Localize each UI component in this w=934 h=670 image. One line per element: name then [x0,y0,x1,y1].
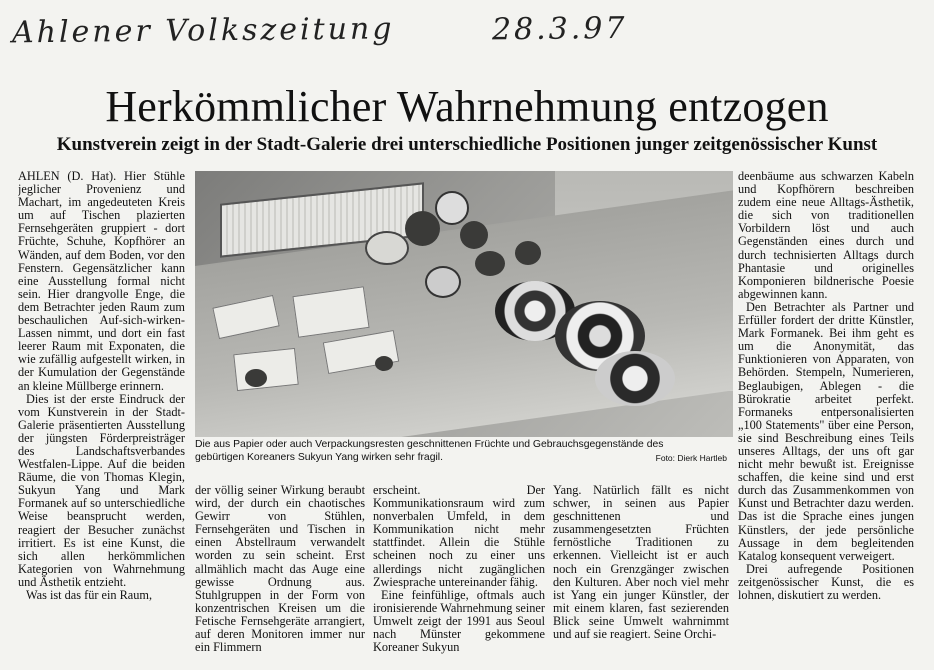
handwritten-note [12,3,652,60]
photo-fruit [435,191,469,225]
article-column-5 [738,170,914,670]
photo-fruit [475,251,505,276]
column-1-paragraph-2: Dies ist der erste Eindruck der vom Kunstverein in der Stadt-Galerie präsentierten Ausstellung der jüngsten Förderpreisträger des Landschaftsverbandes Westfalen-Lippe. Auf die beiden Räume, die von Thomas Klegin, Sukyun Yang und Mark Formanek auf so unterschiedliche Weise beansprucht werden, reagiert der Besucher zunächst irritiert. Es ist eine Kunst, die sich allen herkömmlichen Kategorien von Wahrnehmung und Ästhetik entzieht. [18,391,185,589]
photo-fruit [405,211,440,246]
handwritten-source: Ahlener Volkszeitung [11,11,395,51]
column-4-paragraph-1: Yang. Natürlich fällt es nicht schwer, in seinen aus Papier geschnittenen und zusammengesetzten Früchten fernöstliche Traditionen zu erkennen. Vielleicht ist er auch noch ein Grenzgänger zwischen den Kulturen. Aber noch viel mehr ist Yang ein junger Künstler, der mit einem klaren, fast sezierenden Blick seine Umwelt wahrnimmt und auf sie reagiert. Seine Orchi- [553,484,729,642]
photo-credit: Foto: Dierk Hartleb [655,453,727,463]
handwritten-date: 28.3.97 [491,10,628,48]
photo-caption: Die aus Papier oder auch Verpackungsresten geschnittenen Früchte und Gebrauchsgegenstände des gebürtigen Koreaners Sukyun Yang wirken sehr fragil. [195,439,664,463]
photo-fruit [375,356,393,371]
photo-fruit [425,266,461,298]
column-5-paragraph-2: Den Betrachter als Partner und Erfüller fordert der dritte Künstler, Mark Formanek. Bei ihm geht es um die Anonymität, das Funktionieren von Apparaten, von Behörden. Stempeln, Numerieren, Beglaubigen, Ablegen - die Bürokratie arbeitet perfekt. Formaneks entpersonalisierten „100 Statements" über eine Person, sie sind Beschreibung eines Teils unseres Alltags, der uns oft gar nicht mehr bewußt ist. Ereignisse schaffen, die keine sind und erst durch das Zusammenkommen von Kunst und Betrachter dazu werden. Das ist die Sprache eines jungen Künstlers, der jede persönliche Aussage in dem begleitenden Katalog konsequent verweigert. [738,299,914,563]
photo-fruit [365,231,409,265]
photo-caption-block [195,439,733,473]
photo-fruit [245,369,267,387]
article-column-2 [195,484,365,670]
article-column-1 [18,170,185,670]
article-column-4 [553,484,729,670]
photo-paper-object [233,348,299,391]
photo-fruit [460,221,488,249]
column-1-paragraph-1: AHLEN (D. Hat). Hier Stühle jeglicher Provenienz und Machart, im angedeuteten Kreis um auf Tischen plazierten Fernsehgeräten gruppiert - dort Früchte, Schuhe, Kopfhörer an Wänden, auf dem Boden, vor den Fenstern. Gegensätzlicher kann eine Ausstellung formal nicht sein. Hier drangvolle Enge, die dem Betrachter jeden Raum zum beschaulichen Auf-sich-wirken-Lassen nimmt, und dort ein fast leerer Raum mit Exponaten, die wie zufällig aufgestellt wirken, in der Kumulation der Gegenstände an kleine Müllberge erinnern. [18,170,185,393]
article-subheadline: Kunstverein zeigt in der Stadt-Galerie drei unterschiedliche Positionen junger zeitgenössischer Kunst [56,134,878,155]
column-1-paragraph-3: Was ist das für ein Raum, [26,588,153,602]
column-3-paragraph-2: Eine feinfühlige, oftmals auch ironisierende Wahrnehmung seiner Umwelt zeigt der 1991 aus Seoul nach Münster gekommene Koreaner Sukyun [373,587,545,655]
photo-fruit [515,241,541,265]
column-5-paragraph-1: deenbäume aus schwarzen Kabeln und Kopfhörern beschreiben zudem eine neue Alltags-Ästhetik, die sich von traditionellen Vorbildern löst und auch Gegenständen eines durch und durch technisierten Alltags durch Phantasie und originelles Komponieren bildnerische Poesie abgewinnen kann. [738,170,914,301]
column-2-paragraph-1: der völlig seiner Wirkung beraubt wird, der durch ein chaotisches Gewirr von Stühlen, Fernsehgeräten und Tischen in einen Abstellraum verwandelt worden zu sein scheint. Erst allmählich macht das Auge eine gewisse Ordnung aus. Stuhlgruppen in der Form von konzentrischen Kreisen um die Fetische Fernsehgeräte arrangiert, auf deren Monitoren immer nur ein Flimmern [195,484,365,655]
article-column-3 [373,484,545,670]
photo-fruit [595,351,675,406]
column-3-paragraph-1: erscheint. Der Kommunikationsraum wird zum nonverbalen Umfeld, in dem Kommunikation nicht mehr stattfindet. Allein die Stühle scheinen noch zu einer uns allerdings nicht zugänglichen Zwiesprache untereinander fähig. [373,484,545,589]
article-headline: Herkömmlicher Wahrnehmung entzogen [105,82,829,131]
article-photo [195,171,733,437]
column-5-paragraph-3: Drei aufregende Positionen zeitgenössischer Kunst, die es lohnen, diskutiert zu werden. [738,561,914,602]
